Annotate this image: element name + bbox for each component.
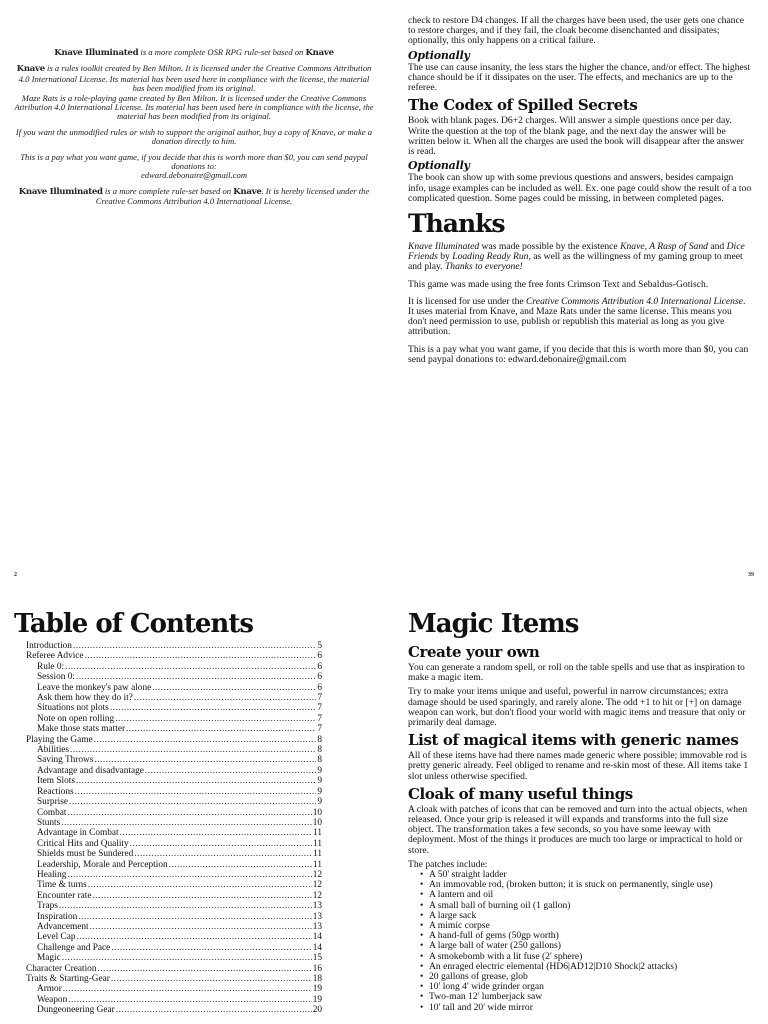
toc-entry-label: Critical Hits and Quality: [37, 838, 129, 849]
toc-entry-page: 9: [317, 765, 322, 776]
patch-item: • A large sack: [420, 911, 752, 921]
toc-entry-page: 11: [313, 849, 322, 860]
license-text: It is licensed for use under the Creative Commons Attribution 4.0 International License. It uses material from Knave, and Maze Rats under the same license. This means you don't need permission to use, publish or republish this material as long as you give attribution.: [408, 295, 746, 338]
toc-leader-dots: [115, 714, 316, 724]
toc-leader-dots: [111, 974, 312, 984]
toc-entry[interactable]: [26, 808, 322, 818]
toc-entry-page: 9: [317, 797, 322, 808]
patches-list: [408, 870, 752, 1013]
toc-entry-label: Saving Throws: [37, 755, 94, 766]
patch-item: • A small ball of burning oil (1 gallon): [420, 901, 752, 911]
toc-title: Table of Contents: [14, 609, 253, 639]
patch-item: • 10' tall and 20' wide mirror: [420, 1003, 752, 1013]
thanks-column: [408, 16, 752, 369]
toc-entry[interactable]: [26, 818, 322, 828]
toc-entry[interactable]: [26, 932, 322, 942]
patches-label: The patches include:: [408, 858, 488, 870]
toc-entry-label: Advancement: [37, 921, 89, 932]
toc-entry[interactable]: [26, 787, 322, 797]
toc-entry-page: 11: [313, 859, 322, 870]
toc-entry-label: Dungeoneering Gear: [37, 1005, 115, 1016]
toc-entry-label: Playing the Game: [26, 734, 93, 745]
toc-leader-dots: [90, 922, 312, 932]
credits-pwyw: This is a pay what you want game, if you decide that this is worth more than $0, you can send paypal donations to:: [20, 151, 368, 172]
toc-leader-dots: [76, 932, 311, 942]
cloak-text: A cloak with patches of icons that can be removed and turn into the actual objects, when released. Once your grip is released it will expands and transforms into the full size object. The transformation takes a few seconds, so you have some leeway with deployment. Most of the things it produces are much too large or impractical to hold or store.: [408, 803, 748, 856]
page-credits: [0, 0, 384, 590]
codex-optional-text: The book can show up with some previous questions and answers, besides campaign info, usage examples can be included as well. Ex. one page could show the result of a too complicated question. Some pages could be missing, in between completed pages.: [408, 172, 752, 204]
toc-entry-label: Advantage and disadvantage: [37, 765, 144, 776]
codex-text: Book with blank pages. D6+2 charges. Will answer a simple questions once per day. Write the question at the top of the blank page, and the next day the answer will be written below it. When all the charges are used the book will disappear after the answer is read.: [408, 115, 744, 158]
credits-email: edward.debonaire@gmail.com: [140, 170, 248, 181]
create-text-2: Try to make your items unique and useful, powerful in narrow circumstances; extra damage should be used sparingly, and rarely alone. The odd +1 to hit or [+] on damage weapon can work, but don't flood your world with magic items and treasure that only or primarily deal damage.: [408, 686, 746, 729]
toc-leader-dots: [76, 776, 316, 786]
toc-entry-page: 6: [317, 682, 322, 693]
toc-entry-page: 15: [312, 953, 322, 964]
toc-entry-page: 12: [312, 890, 322, 901]
toc-entry-label: Note on open rolling: [37, 713, 115, 724]
toc-entry-page: 11: [313, 828, 322, 839]
patch-item: • 10' long 4' wide grinder organ: [420, 982, 752, 992]
toc-entry-label: Level Cap: [37, 932, 76, 943]
heading-optionally-1: Optionally: [408, 48, 470, 62]
toc-entry-page: 12: [312, 880, 322, 891]
fonts-text: This game was made using the free fonts Crimson Text and Sebaldus-Gotisch.: [408, 278, 709, 290]
toc-entry-page: 8: [317, 755, 322, 766]
toc-entry-label: Make those stats matter: [37, 724, 126, 735]
toc-entry[interactable]: [26, 745, 322, 755]
toc-entry-page: 8: [317, 745, 322, 756]
toc-leader-dots: [88, 880, 312, 890]
toc-entry[interactable]: [26, 672, 322, 682]
toc-leader-dots: [94, 735, 317, 745]
thanks-text: Knave Illuminated was made possible by the existence Knave, A Rasp of Sand and Dice Friends by Loading Ready Run, as well as the willingness of my gaming group to meet and play. Thanks to everyone!: [408, 241, 745, 273]
toc-entry-label: Session 0:: [37, 672, 75, 683]
toc-entry-page: 10: [312, 817, 322, 828]
toc-entry-page: 19: [312, 994, 322, 1005]
generic-names-text: All of these items have had there names made generic where possible; immovable rod is pretty generic already. Feel obliged to rename and re-skin most of these. All items take 1 slot unless otherwise specified.: [408, 750, 749, 782]
toc-leader-dots: [70, 745, 316, 755]
toc-entry[interactable]: [26, 776, 322, 786]
insanity-text: The use can cause insanity, the less stars the higher the chance, and/or effect. The highest chance should be if it dissipates on the user. The effects, and mechanics are up to the referee.: [408, 61, 751, 94]
toc-entry[interactable]: [26, 693, 322, 703]
toc-leader-dots: [73, 641, 316, 651]
toc-leader-dots: [67, 870, 311, 880]
toc-entry[interactable]: [26, 1005, 322, 1015]
toc-leader-dots: [111, 943, 311, 953]
toc-entry-page: 6: [317, 672, 322, 683]
pwyw-text: This is a pay what you want game, if you decide that this is worth more than $0, you can send paypal donations to: edward.debonaire@gmail.com: [408, 343, 749, 365]
page-toc: [0, 590, 384, 1024]
toc-entry-label: Leadership, Morale and Perception: [37, 859, 168, 870]
toc-entry-page: 8: [317, 734, 322, 745]
patch-item: • An enraged electric elemental (HD6|AD12|D10 Shock|2 attacks): [420, 962, 752, 972]
toc-leader-dots: [134, 693, 317, 703]
toc-leader-dots: [92, 891, 311, 901]
toc-entry-page: 9: [317, 786, 322, 797]
patch-item: • A large ball of water (250 gallons): [420, 941, 752, 951]
toc-entry[interactable]: [26, 964, 322, 974]
toc-entry-page: 5: [317, 641, 322, 651]
toc-leader-dots: [78, 912, 311, 922]
toc-leader-dots: [120, 828, 312, 838]
toc-entry[interactable]: [26, 870, 322, 880]
patch-item: • An immovable rod, (broken button; it is stuck on permanently, single use): [420, 880, 752, 890]
toc-entry[interactable]: [26, 891, 322, 901]
toc-entry-label: Stunts: [37, 817, 61, 828]
toc-entry-page: 9: [317, 776, 322, 787]
toc-leader-dots: [130, 839, 312, 849]
toc-leader-dots: [65, 662, 316, 672]
credits-intro: Knave Illuminated is a more complete OSR RPG rule-set based on Knave: [54, 47, 334, 58]
toc-entry-label: Situations not plots: [37, 703, 109, 714]
toc-entry-page: 11: [313, 838, 322, 849]
toc-leader-dots: [63, 984, 312, 994]
credits-block: [14, 48, 374, 213]
page-magic-items: [384, 590, 768, 1024]
toc-entry-page: 6: [317, 651, 322, 662]
toc-entry-label: Surprise: [37, 797, 68, 808]
toc-leader-dots: [94, 755, 316, 765]
toc-entry-page: 19: [312, 984, 322, 995]
heading-optionally-2: Optionally: [408, 159, 470, 173]
toc-entry[interactable]: [26, 703, 322, 713]
toc-entry-page: 16: [312, 963, 322, 974]
toc-entry[interactable]: [26, 662, 322, 672]
toc-entry[interactable]: [26, 901, 322, 911]
toc-entry-page: 7: [317, 713, 322, 724]
toc-leader-dots: [75, 787, 317, 797]
toc-leader-dots: [134, 849, 312, 859]
heading-generic-names: List of magical items with generic names: [408, 731, 739, 750]
toc-entry-label: Abilities: [37, 745, 70, 756]
toc-entry-label: Leave the monkey's paw alone: [37, 682, 152, 693]
toc-entry[interactable]: [26, 995, 322, 1005]
toc-leader-dots: [97, 964, 311, 974]
toc-entry[interactable]: [26, 860, 322, 870]
toc-entry-page: 13: [312, 911, 322, 922]
patch-item: • A lantern and oil: [420, 890, 752, 900]
toc-entry-page: 7: [317, 703, 322, 714]
heading-cloak: Cloak of many useful things: [408, 784, 633, 803]
toc-leader-dots: [145, 766, 316, 776]
toc-entry-label: Rule 0:: [37, 661, 65, 672]
toc-entry-label: Weapon: [37, 994, 68, 1005]
toc-entry[interactable]: [26, 641, 322, 651]
page-thanks: [384, 0, 768, 590]
toc-entry[interactable]: [26, 922, 322, 932]
toc-entry[interactable]: [26, 714, 322, 724]
toc-leader-dots: [169, 860, 312, 870]
toc-entry-label: Traps: [37, 901, 58, 912]
toc-entry-page: 14: [312, 942, 322, 953]
credits-license: Knave Illuminated is a more complete rule-set based on Knave. It is hereby licensed under the Creative Commons Attribution 4.0 International License.: [18, 185, 370, 207]
toc-entry-label: Armor: [37, 984, 62, 995]
credits-unmodified: If you want the unmodified rules or wish to support the original author, buy a copy of Knave, or make a donation directly to him.: [15, 126, 373, 147]
toc-entry-label: Item Slots: [37, 776, 75, 787]
create-text-1: You can generate a random spell, or roll on the table spells and use that as inspiration to make a magic item.: [408, 662, 745, 684]
toc-entry-label: Challenge and Pace: [37, 942, 111, 953]
toc-entry-page: 6: [317, 661, 322, 672]
toc-leader-dots: [62, 953, 312, 963]
toc-entry-label: Advantage in Combat: [37, 828, 119, 839]
toc-entry-page: 12: [312, 869, 322, 880]
toc-entry-label: Reactions: [37, 786, 74, 797]
toc-entry-label: Character Creation: [26, 963, 97, 974]
toc-entry-label: Inspiration: [37, 911, 78, 922]
toc-entry[interactable]: [26, 755, 322, 765]
toc-entry[interactable]: [26, 724, 322, 734]
toc-entry-page: 7: [317, 724, 322, 735]
toc-leader-dots: [67, 808, 311, 818]
cloak-restore-text: check to restore D4 changes. If all the charges have been used, the user gets one chance to restore charges, and if they fail, the cloak become disenchanted and dissipates; optionally, this only happens on a critical failure.: [408, 15, 744, 47]
page-number-right: 39: [748, 572, 754, 578]
heading-thanks: Thanks: [408, 209, 505, 239]
toc-leader-dots: [85, 651, 317, 661]
toc-entry[interactable]: [26, 839, 322, 849]
toc-leader-dots: [59, 901, 312, 911]
toc-entry[interactable]: [26, 683, 322, 693]
magic-title: Magic Items: [408, 609, 579, 639]
toc-leader-dots: [126, 724, 316, 734]
toc-entry[interactable]: [26, 974, 322, 984]
toc-entry-label: Referee Advice: [26, 651, 84, 662]
toc-entry-page: 13: [312, 901, 322, 912]
toc-leader-dots: [69, 797, 316, 807]
toc-leader-dots: [76, 672, 316, 682]
magic-column: [408, 608, 752, 1013]
toc-entry-page: 20: [312, 1005, 322, 1016]
credits-maze-rats: Maze Rats is a role-playing game created by Ben Milton. It is licensed under the Creative Commons Attribution 4.0 International License. Its material has been used here in compliance with the license, the material has been modified from its original.: [14, 92, 374, 122]
toc-entry-label: Time & turns: [37, 880, 87, 891]
toc-entry[interactable]: [26, 953, 322, 963]
toc-entry[interactable]: [26, 912, 322, 922]
toc-entry-page: 7: [317, 693, 322, 704]
toc-entry[interactable]: [26, 880, 322, 890]
toc-entry-label: Introduction: [26, 641, 72, 651]
toc-list: [26, 641, 322, 1016]
toc-entry[interactable]: [26, 984, 322, 994]
toc-entry-label: Healing: [37, 869, 67, 880]
credits-knave-license: Knave is a rules toolkit created by Ben Milton. It is licensed under the Creative Commons Attribution 4.0 International License. Its material has been used here in compliance with the license, the material has been modified from its original.: [16, 63, 372, 94]
toc-entry[interactable]: [26, 828, 322, 838]
toc-entry[interactable]: [26, 766, 322, 776]
toc-leader-dots: [68, 995, 311, 1005]
toc-entry-label: Magic: [37, 953, 61, 964]
toc-entry-page: 13: [312, 921, 322, 932]
page-number-left: 2: [14, 572, 17, 578]
toc-entry[interactable]: [26, 735, 322, 745]
patch-item: • A smokebomb with a lit fuse (2' sphere): [420, 952, 752, 962]
toc-entry[interactable]: [26, 849, 322, 859]
toc-entry-label: Encounter rate: [37, 890, 92, 901]
toc-entry-label: Shields must be Sundered: [37, 849, 134, 860]
toc-entry-label: Traits & Starting-Gear: [26, 974, 110, 984]
heading-create-your-own: Create your own: [408, 643, 540, 661]
toc-leader-dots: [152, 683, 316, 693]
toc-entry-page: 14: [312, 932, 322, 943]
toc-entry-page: 18: [312, 974, 322, 984]
patch-item: • A mimic corpse: [420, 921, 752, 931]
patch-item: • Two-man 12' lumberjack saw: [420, 992, 752, 1002]
heading-codex: The Codex of Spilled Secrets: [408, 96, 638, 115]
toc-entry-page: 10: [312, 807, 322, 818]
toc-entry-label: Combat: [37, 807, 67, 818]
toc-entry-label: Ask them how they do it?: [37, 693, 133, 704]
toc-leader-dots: [110, 703, 317, 713]
patch-item: • 20 gallons of grease, glob: [420, 972, 752, 982]
toc-entry[interactable]: [26, 797, 322, 807]
toc-entry[interactable]: [26, 943, 322, 953]
toc-leader-dots: [61, 818, 311, 828]
patch-item: • A 50' straight ladder: [420, 870, 752, 880]
toc-entry[interactable]: [26, 651, 322, 661]
patch-item: • A hand-full of gems (50gp worth): [420, 931, 752, 941]
toc-leader-dots: [116, 1005, 312, 1015]
